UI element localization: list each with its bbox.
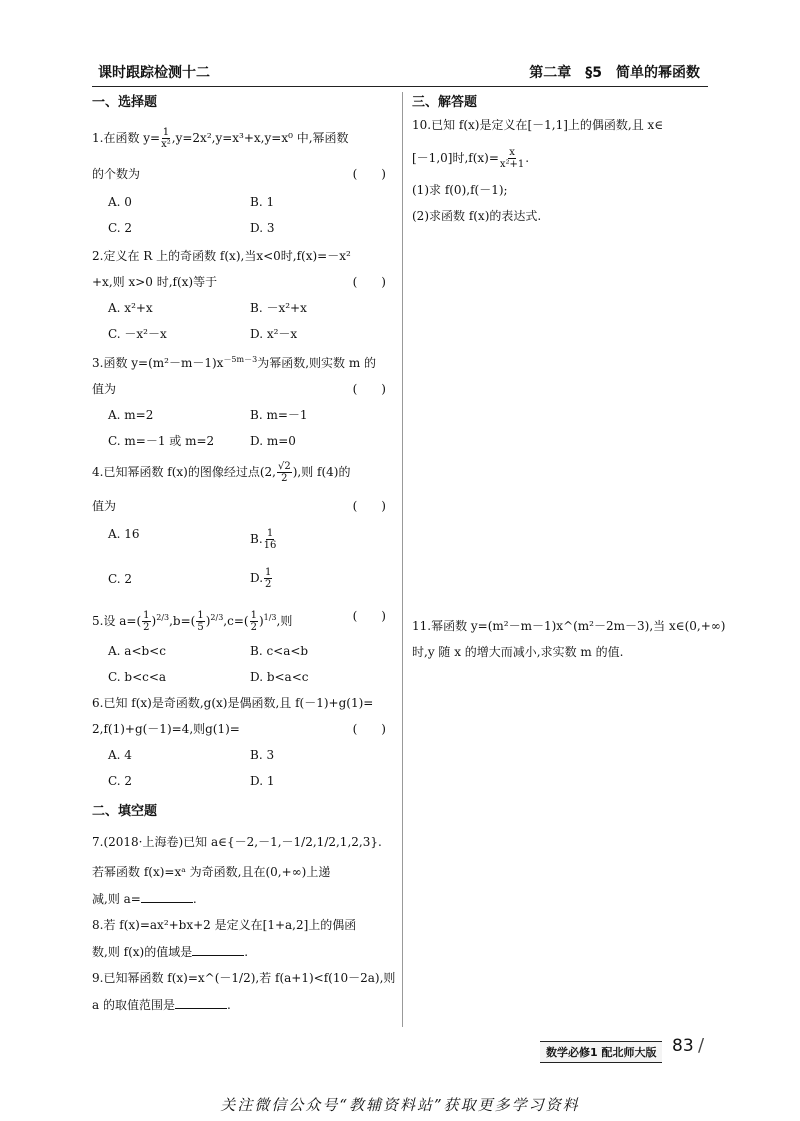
q8-text-a: 8.若 f(x)=ax²+bx+2 是定义在[1+a,2]上的偶函 — [92, 918, 357, 932]
q10-sub-2: (2)求函数 f(x)的表达式. — [412, 209, 542, 223]
header-rule — [92, 86, 708, 87]
answer-blank — [175, 998, 227, 1009]
answer-paren: ( ) — [352, 275, 386, 289]
q4-options — [108, 528, 392, 590]
option-d: D. $\frac{1}{2}$ — [250, 567, 272, 590]
q2-text-b: +x,则 x>0 时,f(x)等于 — [92, 275, 218, 289]
option-b: B. $\frac{1}{16}$ — [250, 528, 277, 551]
header-chapter: 第二章 §5 简单的幂函数 — [529, 65, 700, 81]
answer-blank — [192, 945, 244, 956]
q3-text-b: 为幂函数,则实数 m 的 — [257, 356, 377, 370]
answer-paren: ( ) — [352, 167, 386, 181]
q4-text-b: ,则 f(4)的 — [297, 465, 351, 479]
option-a: A. 0 — [108, 195, 132, 209]
question-11 — [412, 619, 726, 659]
answer-paren: ( ) — [352, 382, 386, 396]
option-c: C. 2 — [108, 774, 133, 788]
footer-badge: 数学必修1 配北师大版 — [540, 1041, 662, 1063]
question-1 — [92, 127, 392, 234]
q4-text-c: 值为 — [92, 499, 117, 513]
option-a: A. x²+x — [108, 301, 153, 315]
q3-exponent: －5m－3 — [223, 355, 258, 364]
q4-point-fraction: $\frac{√2}{2}$ — [277, 461, 291, 484]
q9-text-a: 9.已知幂函数 f(x)=x^(－1/2),若 f(a+1)<f(10－2a),则 — [92, 971, 396, 985]
page-slash: / — [698, 1035, 705, 1056]
question-6 — [92, 697, 392, 787]
question-5: 5.设 a=( $\frac{1}{2}$ )$^{2/3}$,b=( $\frac{1}{5}$ )$^{2/3}$,c=( $\frac{1}{2}$ )$^{1/3}$,则 ( ) A. a<b<c B. c<a<b C. b<c<a D. b<a<c — [92, 610, 392, 683]
q1-text-b: ,y=2x²,y=x³+x,y=x⁰ 中,幂函数 — [171, 131, 349, 145]
q10-sub-1: (1)求 f(0),f(－1); — [412, 183, 508, 197]
option-b: B. m=－1 — [250, 408, 308, 422]
q7-text-a: 7.(2018·上海卷)已知 a∈{－2,－1,－1/2,1/2,1,2,3}. — [92, 835, 382, 849]
header-title: 课时跟踪检测十二 — [98, 65, 210, 81]
question-10: 10.已知 f(x)是定义在[－1,1]上的偶函数,且 x∈ [－1,0]时,f(x)= $\frac{x}{\text{x²+1}}$ . (1)求 f(0),f(－1); (2)求函数 f(x)的表达式. — [412, 119, 712, 222]
section-choice-heading: 一、选择题 — [92, 95, 158, 110]
option-b: B. －x²+x — [250, 301, 307, 315]
q2-text-a: 2.定义在 R 上的奇函数 f(x),当x<0时,f(x)=－x² — [92, 249, 351, 263]
q4-text-a: 4.已知幂函数 f(x)的图像经过点 — [92, 465, 260, 479]
option-c: C. 2 — [108, 221, 133, 235]
q6-options — [108, 749, 392, 787]
option-a: A. m=2 — [108, 408, 154, 422]
handwritten-note: 关注微信公众号“教辅资料站”获取更多学习资料 — [220, 1096, 580, 1114]
option-d: D. 1 — [250, 774, 275, 788]
left-column — [92, 90, 396, 1012]
question-7: 7.(2018·上海卷)已知 a∈{－2,－1,－1/2,1/2,1,2,3}. 若幂函数 f(x)=xᵃ 为奇函数,且在(0,+∞)上递 减,则 a= . — [92, 836, 392, 905]
option-a: A. 4 — [108, 748, 132, 762]
option-a: A. 16 — [108, 527, 140, 541]
question-2 — [92, 250, 392, 340]
section-fill-heading: 二、填空题 — [92, 804, 158, 819]
q1-text-a: 1.在函数 y= — [92, 131, 161, 145]
q7-text-b: 若幂函数 f(x)=xᵃ 为奇函数,且在(0,+∞)上递 — [92, 865, 331, 879]
option-c: C. 2 — [108, 572, 133, 586]
question-9: 9.已知幂函数 f(x)=x^(－1/2),若 f(a+1)<f(10－2a),则 a 的取值范围是 . — [92, 971, 396, 1012]
q11-text-b: 时,y 随 x 的增大而减小,求实数 m 的值. — [412, 645, 624, 659]
option-b: B. 3 — [250, 748, 275, 762]
answer-paren: ( ) — [352, 722, 386, 736]
answer-blank — [141, 892, 193, 903]
question-4: 4.已知幂函数 f(x)的图像经过点(2, $\frac{√2}{2}$ ),则 f(4)的 值为 ( ) A. 16 B. $\frac{1}{16}$ C. 2 D. $\frac{1}{2}$ — [92, 461, 392, 590]
q6-text-b: 2,f(1)+g(－1)=4,则g(1)= — [92, 722, 240, 736]
q2-options — [108, 302, 392, 340]
q3-text-c: 值为 — [92, 382, 117, 396]
q3-text-a: 3.函数 y=(m²－m－1)x — [92, 356, 224, 370]
column-divider — [402, 92, 403, 1027]
option-b: B. 1 — [250, 195, 275, 209]
option-c: C. m=－1 或 m=2 — [108, 434, 215, 448]
answer-paren: ( ) — [352, 499, 386, 513]
option-d: D. 3 — [250, 221, 275, 235]
q1-text-c: 的个数为 — [92, 167, 141, 181]
q6-text-a: 6.已知 f(x)是奇函数,g(x)是偶函数,且 f(－1)+g(1)= — [92, 696, 374, 710]
q11-text-a: 11.幂函数 y=(m²－m－1)x^(m²－2m－3),当 x∈(0,+∞) — [412, 619, 726, 633]
q1-fraction: $\frac{1}{\text{x²}}$ — [161, 127, 171, 150]
option-d: D. b<a<c — [250, 670, 309, 684]
q10-text-a: 10.已知 f(x)是定义在[－1,1]上的偶函数,且 x∈ — [412, 118, 664, 132]
q10-fraction: $\frac{x}{\text{x²+1}}$ — [499, 147, 525, 170]
page-number: 83 — [672, 1036, 694, 1056]
option-c: C. －x²－x — [108, 327, 167, 341]
right-column — [412, 90, 726, 659]
q1-options — [108, 196, 392, 234]
option-b: B. c<a<b — [250, 644, 309, 658]
question-8: 8.若 f(x)=ax²+bx+2 是定义在[1+a,2]上的偶函 数,则 f(x)的值域是 . — [92, 919, 392, 958]
q3-options — [108, 409, 392, 447]
question-3 — [92, 356, 392, 447]
option-d: D. x²－x — [250, 327, 298, 341]
option-a: A. a<b<c — [108, 644, 166, 658]
answer-paren: ( ) — [352, 609, 386, 623]
section-answer-heading: 三、解答题 — [412, 95, 478, 110]
q5-options — [108, 645, 392, 683]
option-c: C. b<c<a — [108, 670, 167, 684]
option-d: D. m=0 — [250, 434, 296, 448]
